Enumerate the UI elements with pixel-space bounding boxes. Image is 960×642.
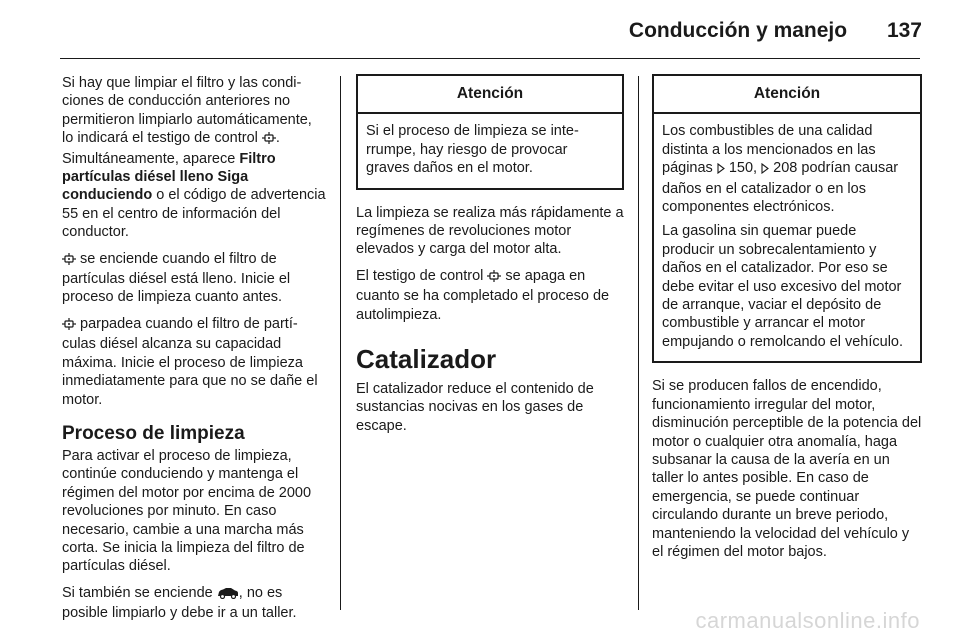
triangle-reference-icon xyxy=(761,161,769,179)
warning-body: Los combustibles de una calidad distinta a los mencionados en las páginas 150, 208 podrían causar daños en el catalizador o en los componentes electrónicos. La gasolina sin quemar puede producir un sobrecalentamiento y daños en el catalizador. Por eso se debe evitar el uso excesivo del motor de arranque, vaciar el depósito de combustible y arrancar el motor empujando o remolcando el vehículo. xyxy=(662,123,904,350)
diesel-particle-filter-icon xyxy=(62,317,76,335)
paragraph: se enciende cuando el filtro de partículas diésel está lleno. Inicie el proceso de limpieza cuanto antes. xyxy=(62,250,291,306)
warning-box xyxy=(356,74,624,190)
warning-title: Atención xyxy=(654,76,920,114)
service-vehicle-icon xyxy=(217,586,239,604)
column-3 xyxy=(652,74,922,569)
section-heading: Proceso de limpieza xyxy=(62,422,245,444)
page-header xyxy=(60,14,922,48)
page-reference[interactable]: 150, xyxy=(728,160,758,177)
diesel-particle-filter-icon xyxy=(62,252,76,270)
watermark: carmanualsonline.info xyxy=(695,608,920,633)
warning-title: Atención xyxy=(358,76,622,114)
paragraph: La limpieza se realiza más rápidamente a regímenes de revoluciones motor elevados y carga del motor alta. xyxy=(356,204,624,258)
dic-message: Filtro partículas diésel lleno Siga conduciendo xyxy=(62,150,276,204)
paragraph: Para activar el proceso de limpieza, continúe conduciendo y mantenga el régimen del motor por encima de 2000 revoluciones por minuto. En caso necesario, cambie a una marcha más corta. Se inicia la limpieza del filtro de partículas diésel. xyxy=(62,447,312,575)
diesel-particle-filter-icon xyxy=(487,269,501,287)
diesel-particle-filter-icon xyxy=(262,131,276,149)
page-number: 137 xyxy=(886,19,922,42)
warning-body: Si el proceso de limpieza se interrumpe, hay riesgo de provocar graves daños en el motor. xyxy=(366,123,579,177)
column-divider-2 xyxy=(638,76,639,610)
header-divider xyxy=(60,58,920,59)
section-heading: Catalizador xyxy=(356,344,497,375)
paragraph: Si se producen fallos de encendido, funcionamiento irregular del motor, disminución perceptible de la potencia del motor o cualquier otra anomalía, haga subsanar la causa de la avería en un taller lo antes posible. En caso de emergencia, se puede continuar circulando durante un breve periodo, manteniendo la velocidad del vehículo y el régimen del motor bajos. xyxy=(652,378,922,560)
page-title: Conducción y manejo xyxy=(628,19,848,42)
warning-box xyxy=(652,74,922,363)
paragraph: El testigo de control se apaga en cuanto se ha completado el proceso de autolimpieza. xyxy=(356,267,610,323)
triangle-reference-icon xyxy=(717,161,725,179)
paragraph: Si también se enciende , no es posible limpiarlo y debe ir a un taller. xyxy=(62,584,297,622)
paragraph: El catalizador reduce el contenido de sustancias nocivas en los gases de escape. xyxy=(356,381,594,434)
paragraph: parpadea cuando el filtro de partículas diésel alcanza su capacidad máxima. Inicie el proceso de limpieza inmediatamente para que no se dañe el motor. xyxy=(62,315,318,408)
column-2 xyxy=(356,74,624,443)
paragraph: Si hay que limpiar el filtro y las condiciones de conducción anteriores no permitieron limpiarlo automáticamente, lo indicará el testigo de control . Simultáneamente, aparece Filtro partículas diésel lleno Siga conduciendo o el código de advertencia 55 en el centro de información del conductor. xyxy=(62,75,326,241)
column-divider-1 xyxy=(340,76,341,610)
column-1 xyxy=(62,74,326,631)
